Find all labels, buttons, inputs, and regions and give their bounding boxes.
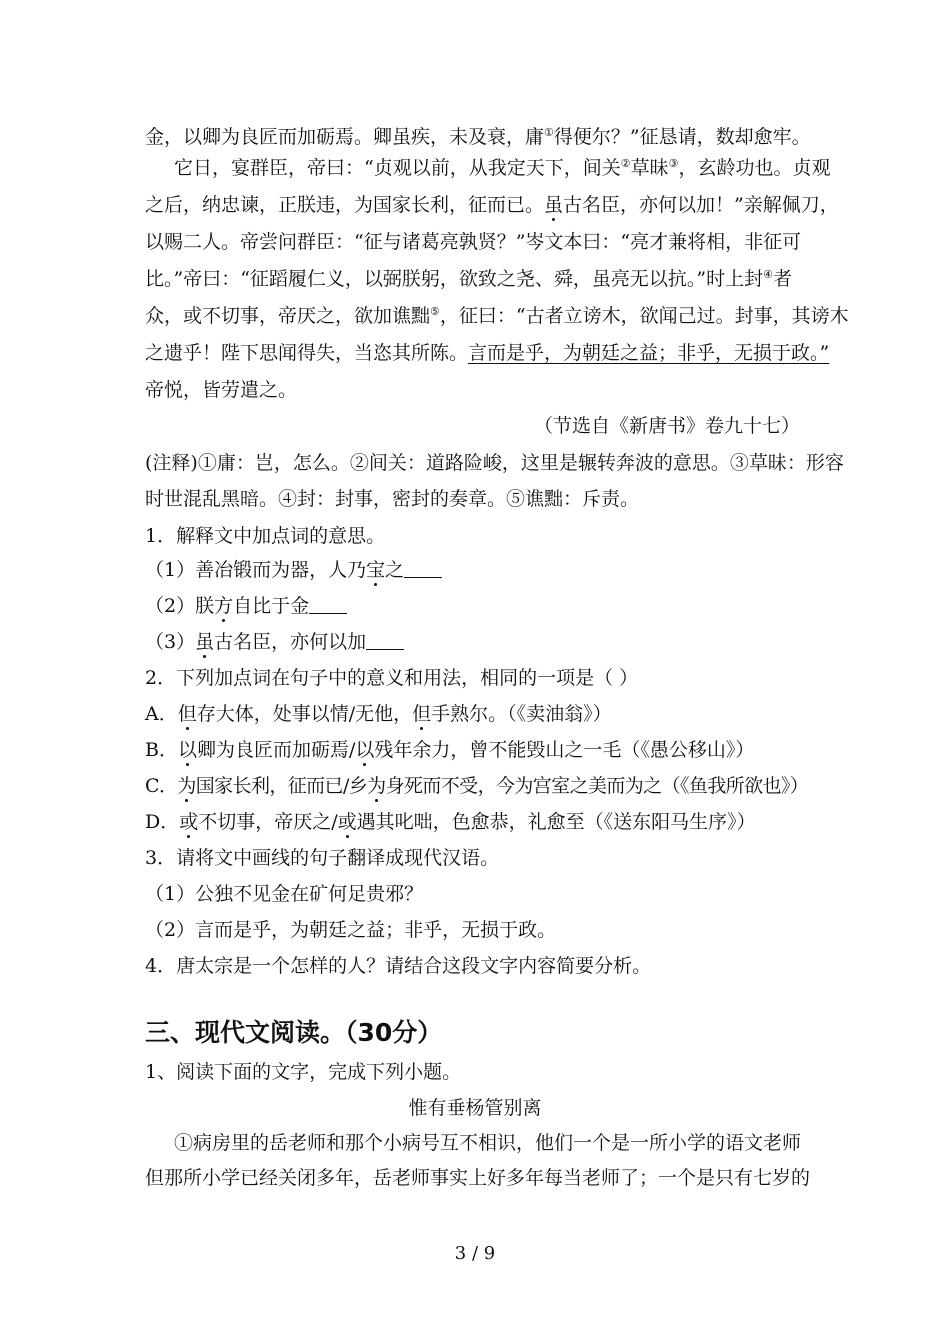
text: 古名臣，亦何以加 xyxy=(214,631,367,653)
text: ，征曰：“古者立谤木，欲闻己过。封事，其谤木 xyxy=(439,305,849,327)
notes-line-2: 时世混乱黑暗。④封：封事，密封的奏章。⑤谯黜：斥责。 xyxy=(145,488,640,510)
text: 者 xyxy=(773,268,793,290)
notes-line-1: (注释)①庸：岂，怎么。②间关：道路险峻，这里是辗转奔波的意思。③草昧：形容 xyxy=(145,452,844,474)
text: D． xyxy=(145,811,180,833)
dotted-word: 但 xyxy=(412,703,432,725)
note-ref: ① xyxy=(544,126,554,139)
text: 它日，宴群臣，帝曰：“贞观以前，从我定天下，间关 xyxy=(174,157,621,179)
section-intro: 1、阅读下面的文字，完成下列小题。 xyxy=(145,1061,462,1083)
question-1-stem: 1．解释文中加点词的意思。 xyxy=(145,525,386,547)
text: A． xyxy=(145,703,178,725)
question-2-option-b xyxy=(145,738,815,762)
question-1-item-3 xyxy=(145,630,815,654)
text: 得便尔？”征恳请，数却愈牢。 xyxy=(553,126,811,148)
text: 遇其叱咄，色愈恭，礼愈至（《送东阳马生序》） xyxy=(356,811,756,833)
note-ref: ④ xyxy=(763,268,774,281)
underlined-sentence: 言而是乎，为朝廷之益；非乎，无损于政。” xyxy=(468,342,830,364)
section-heading: 三、现代文阅读。（30分） xyxy=(145,1018,443,1047)
text: 存大体，处事以情/无他， xyxy=(196,703,413,725)
text: C． xyxy=(145,775,178,797)
dotted-word: 虽 xyxy=(544,194,564,216)
dotted-word: 方 xyxy=(214,595,234,617)
page-number: 3 / 9 xyxy=(454,1243,496,1264)
passage-line-5 xyxy=(145,267,815,291)
passage-line-1 xyxy=(145,125,815,149)
question-2-option-d xyxy=(145,810,815,834)
question-3-stem: 3．请将文中画线的句子翻译成现代汉语。 xyxy=(145,847,500,869)
answer-blank[interactable] xyxy=(404,559,442,578)
text: 金，以卿为良匠而加砺焉。卿虽疾，未及衰，庸 xyxy=(145,126,545,148)
dotted-word: 以 xyxy=(355,739,375,761)
text: 手熟尔。（《卖油翁》） xyxy=(431,703,612,725)
question-2-stem: 2．下列加点词在句子中的意义和用法，相同的一项是（ ） xyxy=(145,667,639,689)
text: 身死而不受，今为宫室之美而为之（《鱼我所欲也》） xyxy=(385,775,809,797)
dotted-word: 虽 xyxy=(195,631,215,653)
dotted-word: 为 xyxy=(367,775,386,797)
answer-blank[interactable] xyxy=(366,631,404,650)
text: 草昧 xyxy=(630,157,669,179)
question-3-item-1: （1）公独不见金在矿何足贵邪？ xyxy=(145,883,424,905)
dotted-word: 为 xyxy=(177,775,196,797)
text: 比。”帝曰：“征蹈履仁义，以弼朕躬，欲致之尧、舜，虽亮无以抗。”时上封 xyxy=(145,268,764,290)
text: 自比于金 xyxy=(233,595,310,617)
dotted-word: 以 xyxy=(177,739,197,761)
passage-line-2 xyxy=(174,156,844,180)
question-2-option-c xyxy=(145,774,815,798)
text: 之遗乎！陛下思闻得失，当恣其所陈。 xyxy=(145,342,469,364)
note-ref: ③ xyxy=(668,157,679,170)
question-2-option-a xyxy=(145,702,815,726)
passage-line-7 xyxy=(145,341,830,365)
text: 残年余力，曾不能毁山之一毛（《愚公移山》） xyxy=(374,739,755,761)
text: B． xyxy=(145,739,178,761)
text: （1）善冶锻而为器，人乃 xyxy=(145,559,367,581)
dotted-word: 但 xyxy=(177,703,197,725)
question-3-item-2: （2）言而是乎，为朝廷之益；非乎，无损于政。 xyxy=(145,919,557,941)
article-line-1: ①病房里的岳老师和那个小病号互不相识，他们一个是一所小学的语文老师 xyxy=(174,1132,802,1154)
text: 之 xyxy=(385,559,405,581)
source-citation: （节选自《新唐书》卷九十七） xyxy=(533,415,800,437)
text: 古名臣，亦何以加！”亲解佩刀， xyxy=(563,194,839,216)
question-1-item-1 xyxy=(145,558,815,582)
passage-line-6 xyxy=(145,304,849,328)
note-ref: ⑤ xyxy=(430,305,440,318)
text: ，玄龄功也。贞观 xyxy=(678,157,831,179)
article-title: 惟有垂杨管别离 xyxy=(408,1097,542,1119)
question-4-stem: 4．唐太宗是一个怎样的人？请结合这段文字内容简要分析。 xyxy=(145,955,652,977)
passage-line-4: 以赐二人。帝尝问群臣：“征与诸葛亮孰贤？”岑文本曰：“亮才兼将相，非征可 xyxy=(145,231,802,253)
text: 国家长利，征而已/乡 xyxy=(195,775,368,797)
dotted-word: 或 xyxy=(337,811,357,833)
text: 众，或不切事，帝厌之，欲加谯黜 xyxy=(145,305,431,327)
article-line-2: 但那所小学已经关闭多年，岳老师事实上好多年每当老师了；一个是只有七岁的 xyxy=(145,1167,811,1189)
text: 卿为良匠而加砺焉/ xyxy=(196,739,356,761)
text: 不切事，帝厌之/ xyxy=(198,811,338,833)
answer-blank[interactable] xyxy=(309,595,347,614)
passage-line-3 xyxy=(145,193,839,217)
note-ref: ② xyxy=(620,157,631,170)
passage-line-8: 帝悦，皆劳遣之。 xyxy=(145,379,298,401)
text: （2）朕 xyxy=(145,595,215,617)
text: 之后，纳忠谏，正朕违，为国家长利，征而已。 xyxy=(145,194,545,216)
text: （3） xyxy=(145,631,196,653)
dotted-word: 或 xyxy=(179,811,199,833)
dotted-word: 宝 xyxy=(366,559,386,581)
question-1-item-2 xyxy=(145,594,815,618)
